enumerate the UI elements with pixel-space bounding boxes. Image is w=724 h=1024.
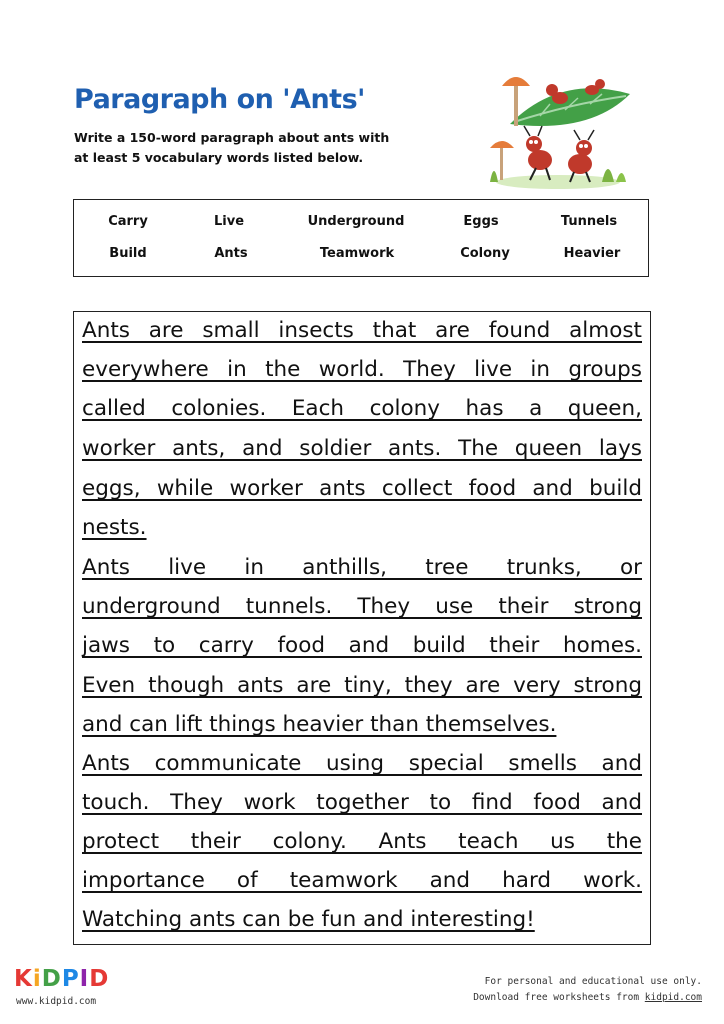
paragraph-line: nests. xyxy=(82,515,147,540)
ants-under-leaf-illustration-icon xyxy=(470,64,640,194)
paragraph-line: Ants communicate using special smells and xyxy=(82,751,642,776)
instructions: Write a 150-word paragraph about ants with at least 5 vocabulary words listed below. xyxy=(74,130,390,165)
paragraph-line: jaws to carry food and build their homes. xyxy=(82,633,642,658)
page-title: Paragraph on 'Ants' xyxy=(74,84,365,115)
paragraph-line: protect their colony. Ants teach us the xyxy=(82,829,642,854)
paragraph-line: underground tunnels. They use their strong xyxy=(82,594,642,619)
kidpid-logo: KiDPID xyxy=(14,966,110,992)
vocab-word: Tunnels xyxy=(560,214,618,229)
vocab-word: Live xyxy=(213,214,245,229)
vocab-word: Eggs xyxy=(463,214,499,229)
vocab-word: Colony xyxy=(460,246,510,261)
vocab-word: Ants xyxy=(214,246,248,261)
footer-usage-text: For personal and educational use only. xyxy=(484,976,702,987)
paragraph-line: Even though ants are tiny, they are very strong xyxy=(82,673,642,698)
vocab-word: Build xyxy=(109,246,147,261)
vocab-word: Teamwork xyxy=(319,246,395,261)
paragraph-line: importance of teamwork and hard work. xyxy=(82,868,642,893)
paragraph-line: Ants live in anthills, tree trunks, or xyxy=(82,555,642,580)
vocab-word: Heavier xyxy=(563,246,621,261)
paragraph-line: worker ants, and soldier ants. The queen lays xyxy=(82,436,642,461)
paragraph-line: everywhere in the world. They live in groups xyxy=(82,357,642,382)
paragraph-line: and can lift things heavier than themselves. xyxy=(82,712,557,737)
site-url: www.kidpid.com xyxy=(16,996,97,1007)
paragraph-line: called colonies. Each colony has a queen, xyxy=(82,396,642,421)
footer-link[interactable]: kidpid.com xyxy=(644,992,702,1003)
footer-note xyxy=(473,974,702,1006)
paragraph-line: touch. They work together to find food and xyxy=(82,790,642,815)
paragraph-line: Ants are small insects that are found almost xyxy=(82,318,642,343)
paragraph-line: Watching ants can be fun and interesting! xyxy=(82,907,535,932)
vocab-word: Underground xyxy=(307,214,405,229)
vocab-word: Carry xyxy=(108,214,148,229)
paragraph-line: eggs, while worker ants collect food and build xyxy=(82,476,642,501)
footer-download-text: Download free worksheets from kidpid.com xyxy=(473,992,702,1003)
vocabulary-box xyxy=(73,199,649,277)
